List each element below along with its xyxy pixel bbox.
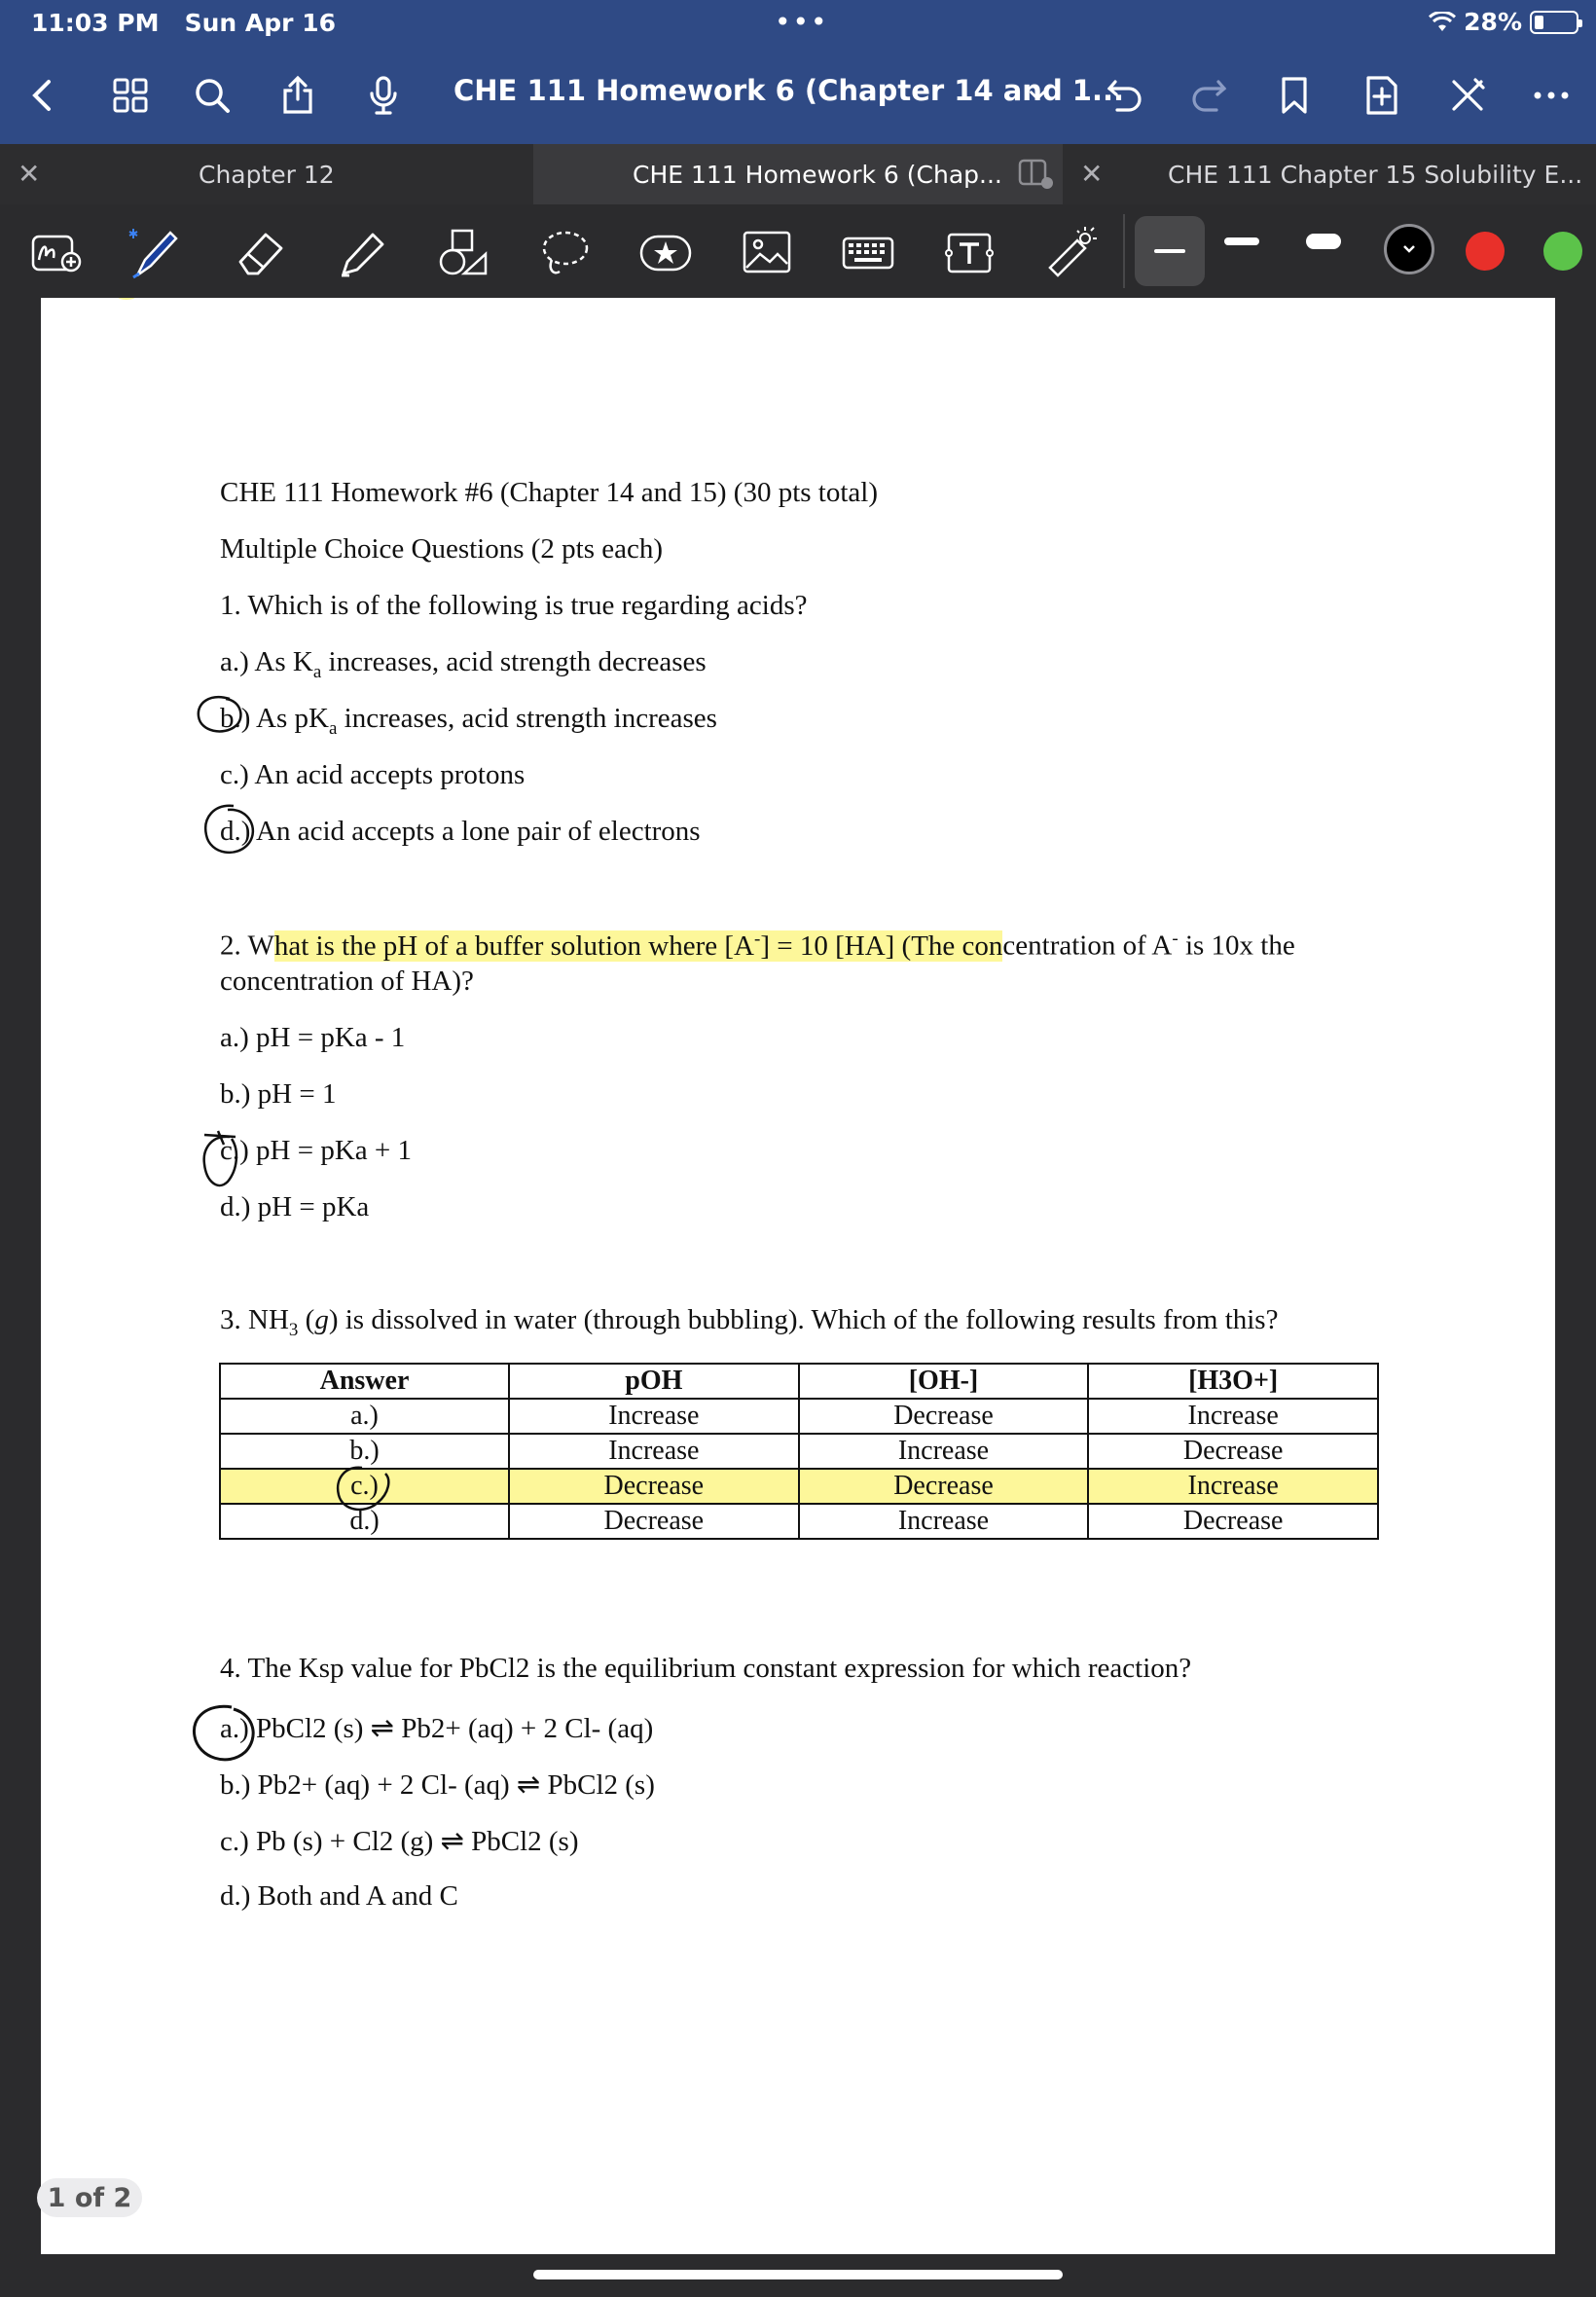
q2-option-c: c.) pH = pKa + 1 bbox=[220, 1135, 412, 1166]
q1-option-d: d.) An acid accepts a lone pair of electrons bbox=[220, 816, 701, 847]
q2-question: 2. What is the pH of a buffer solution where [A-] = 10 [HA] (The concentration of A- is 10x the bbox=[220, 929, 1295, 962]
q4-option-a: a.) PbCl2 (s) ⇌ Pb2+ (aq) + 2 Cl- (aq) bbox=[220, 1713, 654, 1744]
stroke-medium-button[interactable] bbox=[1224, 237, 1259, 245]
status-right bbox=[1429, 8, 1578, 36]
page-indicator: 1 of 2 bbox=[37, 2178, 142, 2217]
status-time: 11:03 PM Sun Apr 16 bbox=[31, 9, 336, 37]
keyboard-icon[interactable] bbox=[837, 222, 899, 284]
tab-close-icon[interactable]: ✕ bbox=[1080, 158, 1104, 190]
battery-icon bbox=[1530, 11, 1578, 34]
color-green-swatch[interactable] bbox=[1543, 232, 1582, 271]
highlighter-mark bbox=[109, 298, 144, 313]
header-answer: Answer bbox=[220, 1364, 509, 1399]
q3-question: 3. $NH_3$ (g) is dissolved in water (through bubbling). Which of the following results from this? bbox=[220, 1304, 1279, 1340]
add-page-icon[interactable] bbox=[1357, 70, 1407, 121]
header-h3o: [H3O+] bbox=[1088, 1364, 1378, 1399]
stroke-thin-button[interactable] bbox=[1135, 216, 1205, 286]
thumbnails-icon[interactable] bbox=[105, 70, 156, 121]
status-bar bbox=[0, 0, 1596, 47]
nav-bar bbox=[0, 47, 1596, 144]
q2-option-b: b.) pH = 1 bbox=[220, 1078, 337, 1110]
redo-icon[interactable] bbox=[1183, 70, 1234, 121]
laser-pointer-icon[interactable] bbox=[1039, 222, 1102, 284]
wifi-icon bbox=[1429, 12, 1456, 33]
tab-chapter-15[interactable]: CHE 111 Chapter 15 Solubility E... bbox=[1168, 160, 1583, 189]
text-box-icon[interactable] bbox=[938, 222, 1000, 284]
home-indicator[interactable] bbox=[533, 2270, 1063, 2279]
tab-bar bbox=[0, 144, 1596, 204]
document-page[interactable] bbox=[41, 298, 1555, 2254]
q1-option-c: c.) An acid accepts protons bbox=[220, 759, 526, 790]
bookmark-icon[interactable] bbox=[1269, 70, 1320, 121]
q2-option-d: d.) pH = pKa bbox=[220, 1191, 370, 1222]
undo-icon[interactable] bbox=[1100, 70, 1150, 121]
tab-chapter-12[interactable]: Chapter 12 bbox=[199, 160, 335, 189]
dropdown-chevron-icon[interactable] bbox=[1018, 76, 1057, 115]
header-oh: [OH-] bbox=[799, 1364, 1089, 1399]
battery-percent: 28% bbox=[1464, 8, 1522, 36]
q4-option-c: c.) Pb (s) + Cl2 (g) ⇌ PbCl2 (s) bbox=[220, 1826, 579, 1857]
microphone-icon[interactable] bbox=[358, 70, 409, 121]
split-view-icon[interactable] bbox=[1018, 158, 1055, 191]
doc-subtitle: Multiple Choice Questions (2 pts each) bbox=[220, 533, 664, 565]
pen-icon[interactable] bbox=[121, 222, 183, 284]
q1-question: 1. Which is of the following is true regarding acids? bbox=[220, 590, 808, 621]
stroke-thick-button[interactable] bbox=[1306, 234, 1341, 249]
table-row: c.) Decrease Decrease Increase bbox=[220, 1469, 1378, 1504]
handwriting-add-icon[interactable] bbox=[27, 222, 90, 284]
table-row: d.) Decrease Increase Decrease bbox=[220, 1504, 1378, 1539]
q2-option-a: a.) pH = pKa - 1 bbox=[220, 1022, 406, 1053]
highlighter-icon[interactable] bbox=[331, 222, 393, 284]
back-chevron-icon[interactable] bbox=[18, 70, 68, 121]
close-edit-icon[interactable] bbox=[1442, 70, 1493, 121]
lasso-icon[interactable] bbox=[533, 222, 596, 284]
header-poh: pOH bbox=[509, 1364, 799, 1399]
tab-close-icon[interactable]: ✕ bbox=[18, 158, 41, 190]
q4-question: 4. The Ksp value for PbCl2 is the equilibrium constant expression for which reaction? bbox=[220, 1653, 1192, 1684]
color-red-swatch[interactable] bbox=[1466, 232, 1505, 271]
more-icon[interactable] bbox=[1526, 70, 1577, 121]
table-row: b.) Increase Increase Decrease bbox=[220, 1434, 1378, 1469]
document-title[interactable]: CHE 111 Homework 6 (Chapter 14 and 1... bbox=[453, 74, 1125, 107]
q1-option-b: b.) As $pK_a$ increases, acid strength increases bbox=[220, 703, 717, 739]
annotation-toolbar bbox=[0, 204, 1596, 298]
multitask-dots[interactable]: ••• bbox=[775, 6, 829, 38]
share-icon[interactable] bbox=[272, 70, 323, 121]
table-header-row bbox=[220, 1364, 1378, 1399]
eraser-icon[interactable] bbox=[230, 222, 292, 284]
doc-title: CHE 111 Homework #6 (Chapter 14 and 15) (30 pts total) bbox=[220, 477, 879, 508]
q3-table bbox=[219, 1363, 1379, 1540]
q4-option-b: b.) Pb2+ (aq) + 2 Cl- (aq) ⇌ PbCl2 (s) bbox=[220, 1769, 655, 1801]
search-icon[interactable] bbox=[187, 70, 237, 121]
q2-question-line2: concentration of HA)? bbox=[220, 966, 474, 997]
tab-homework-6[interactable]: CHE 111 Homework 6 (Chap... bbox=[533, 144, 1063, 204]
color-black-swatch[interactable] bbox=[1384, 224, 1434, 274]
toolbar-divider bbox=[1123, 214, 1125, 288]
sticker-icon[interactable] bbox=[635, 222, 697, 284]
chevron-down-icon bbox=[1402, 244, 1416, 254]
table-row: a.) Increase Decrease Increase bbox=[220, 1399, 1378, 1434]
q1-option-a: a.) As $K_a$ increases, acid strength decreases bbox=[220, 646, 707, 682]
image-icon[interactable] bbox=[736, 222, 798, 284]
q4-option-d: d.) Both and A and C bbox=[220, 1880, 458, 1912]
shapes-icon[interactable] bbox=[432, 222, 494, 284]
